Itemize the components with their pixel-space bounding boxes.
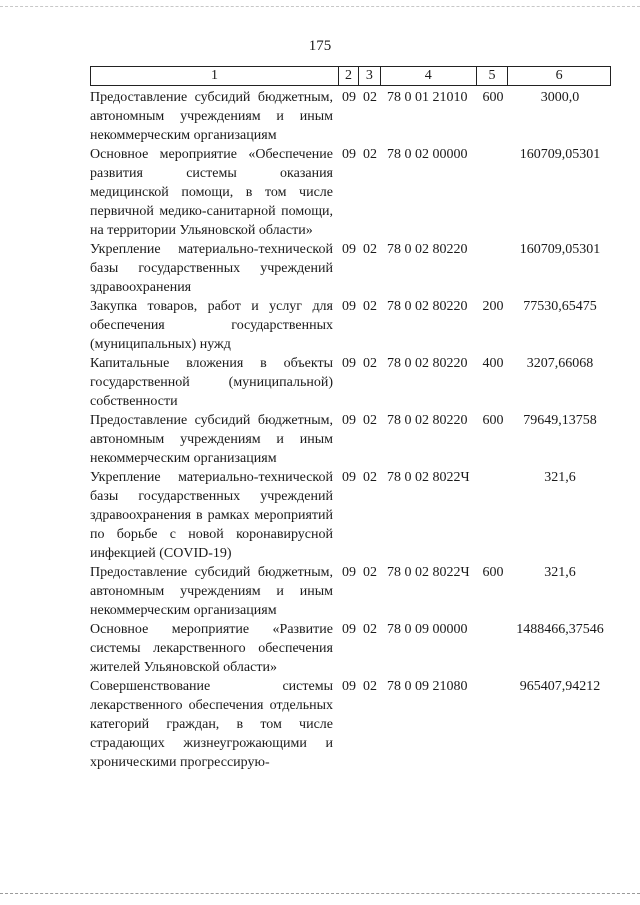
row-expense-type-code xyxy=(477,145,509,240)
row-description: Закупка товаров, работ и услуг для обеспечения государственных (муниципальных) нужд xyxy=(90,299,333,352)
column-header-row xyxy=(90,66,611,86)
row-amount: 79649,13758 xyxy=(523,413,597,428)
table-row xyxy=(90,297,611,354)
row-subsection-code: 02 xyxy=(363,90,377,105)
table-row xyxy=(90,620,611,677)
row-description: Совершенствование системы лекарственного обеспечения отдельных категорий граждан, в том числе страдающих жизнеугрожающими и хроническими прогрессирую- xyxy=(90,679,333,770)
column-header-1: 1 xyxy=(91,67,339,85)
row-section-code: 09 xyxy=(342,299,356,314)
row-expense-type-code xyxy=(477,468,509,563)
row-subsection-code: 02 xyxy=(363,147,377,162)
row-target-article-code: 78 0 09 21080 xyxy=(387,679,468,694)
row-description: Укрепление материально-технической базы государственных учреждений здравоохранения xyxy=(90,242,333,295)
column-header-6: 6 xyxy=(555,68,563,83)
column-header-2: 2 xyxy=(339,67,359,85)
row-subsection-code: 02 xyxy=(363,299,377,314)
row-target-article-code: 78 0 02 8022Ч xyxy=(387,565,470,580)
row-section-code: 09 xyxy=(342,622,356,637)
scan-edge-top xyxy=(0,6,640,7)
row-section-code: 09 xyxy=(342,565,356,580)
table-row xyxy=(90,677,611,772)
row-description: Предоставление субсидий бюджетным, автономным учреждениям и иным некоммерческим организациям xyxy=(90,413,333,466)
table-body xyxy=(90,88,611,772)
row-amount: 160709,05301 xyxy=(519,147,601,162)
row-target-article-code: 78 0 02 80220 xyxy=(387,356,468,371)
row-target-article-code: 78 0 02 80220 xyxy=(387,299,468,314)
table-row xyxy=(90,145,611,240)
table-row xyxy=(90,88,611,145)
row-section-code: 09 xyxy=(342,413,356,428)
row-target-article-code: 78 0 02 8022Ч xyxy=(387,470,470,485)
row-subsection-code: 02 xyxy=(363,679,377,694)
row-description: Укрепление материально-технической базы государственных учреждений здравоохранения в рамках мероприятий по борьбе с новой коронавирусной инфекцией (COVID-19) xyxy=(90,470,333,561)
row-section-code: 09 xyxy=(342,90,356,105)
table-row xyxy=(90,468,611,563)
row-section-code: 09 xyxy=(342,679,356,694)
row-amount: 3000,0 xyxy=(540,90,580,105)
row-amount: 3207,66068 xyxy=(526,356,594,371)
page-number: 175 xyxy=(308,38,332,54)
row-target-article-code: 78 0 02 80220 xyxy=(387,413,468,428)
row-subsection-code: 02 xyxy=(363,565,377,580)
row-expense-type-code: 600 xyxy=(482,90,504,105)
row-amount: 160709,05301 xyxy=(519,242,601,257)
column-header-3: 3 xyxy=(359,67,381,85)
table-row xyxy=(90,240,611,297)
row-target-article-code: 78 0 02 00000 xyxy=(387,147,468,162)
row-subsection-code: 02 xyxy=(363,356,377,371)
row-amount: 321,6 xyxy=(544,565,576,580)
row-subsection-code: 02 xyxy=(363,622,377,637)
row-target-article-code: 78 0 02 80220 xyxy=(387,242,468,257)
row-subsection-code: 02 xyxy=(363,470,377,485)
row-expense-type-code xyxy=(477,240,509,297)
table-row xyxy=(90,354,611,411)
column-header-5: 5 xyxy=(477,67,509,85)
row-expense-type-code xyxy=(477,620,509,677)
row-subsection-code: 02 xyxy=(363,242,377,257)
budget-table xyxy=(90,66,611,772)
row-expense-type-code: 600 xyxy=(482,413,504,428)
row-amount: 77530,65475 xyxy=(523,299,597,314)
row-target-article-code: 78 0 09 00000 xyxy=(387,622,468,637)
row-description: Основное мероприятие «Обеспечение развития системы оказания медицинской помощи, в том числе первичной медико-санитарной помощи, на территории Ульяновской области» xyxy=(90,147,333,238)
row-target-article-code: 78 0 01 21010 xyxy=(387,90,468,105)
row-description: Капитальные вложения в объекты государственной (муниципальной) собственности xyxy=(90,356,333,409)
row-section-code: 09 xyxy=(342,470,356,485)
row-expense-type-code: 600 xyxy=(482,565,504,580)
table-row xyxy=(90,563,611,620)
row-description: Предоставление субсидий бюджетным, автономным учреждениям и иным некоммерческим организациям xyxy=(90,565,333,618)
row-expense-type-code: 400 xyxy=(482,356,504,371)
row-amount: 965407,94212 xyxy=(519,679,601,694)
row-section-code: 09 xyxy=(342,356,356,371)
row-expense-type-code xyxy=(477,677,509,772)
row-section-code: 09 xyxy=(342,147,356,162)
row-section-code: 09 xyxy=(342,242,356,257)
row-amount: 1488466,37546 xyxy=(516,622,604,637)
column-header-4: 4 xyxy=(381,67,477,85)
row-amount: 321,6 xyxy=(544,470,576,485)
row-subsection-code: 02 xyxy=(363,413,377,428)
row-description: Основное мероприятие «Развитие системы лекарственного обеспечения жителей Ульяновской области» xyxy=(90,622,333,675)
table-row xyxy=(90,411,611,468)
scan-edge-bottom xyxy=(0,893,640,894)
row-description: Предоставление субсидий бюджетным, автономным учреждениям и иным некоммерческим организациям xyxy=(90,90,333,143)
row-expense-type-code: 200 xyxy=(482,299,504,314)
